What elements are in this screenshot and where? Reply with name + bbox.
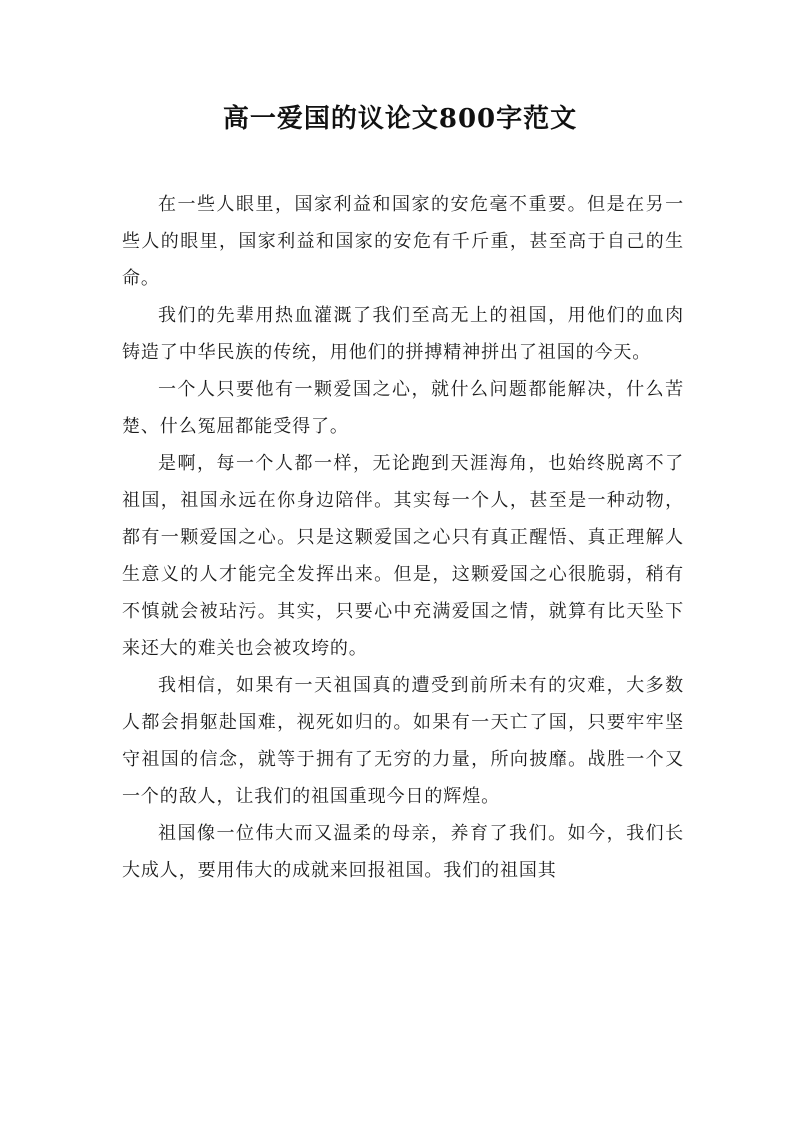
paragraph: 在一些人眼里，国家利益和国家的安危毫不重要。但是在另一些人的眼里，国家利益和国家的安危有千斤重，甚至高于自己的生命。 [122,194,684,289]
document-body [122,186,684,889]
paragraph: 我们的先辈用热血灌溉了我们至高无上的祖国，用他们的血肉铸造了中华民族的传统，用他们的拼搏精神拼出了祖国的今天。 [122,305,684,363]
paragraph: 我相信，如果有一天祖国真的遭受到前所未有的灾难，大多数人都会捐躯赴国难，视死如归的。如果有一天亡了国，只要牢牢坚守祖国的信念，就等于拥有了无穷的力量，所向披靡。战胜一个又一个的敌人，让我们的祖国重现今日的辉煌。 [122,675,684,807]
paragraph: 是啊，每一个人都一样，无论跑到天涯海角，也始终脱离不了祖国，祖国永远在你身边陪伴。其实每一个人，甚至是一种动物，都有一颗爱国之心。只是这颗爱国之心只有真正醒悟、真正理解人生意义的人才能完全发挥出来。但是，这颗爱国之心很脆弱，稍有不慎就会被玷污。其实，只要心中充满爱国之情，就算有比天坠下来还大的难关也会被攻垮的。 [122,453,684,659]
paragraph: 祖国像一位伟大而又温柔的母亲，养育了我们。如今，我们长大成人，要用伟大的成就来回报祖国。我们的祖国其 [122,823,684,881]
document-title: 高一爱国的议论文800字范文 [222,104,578,134]
paragraph: 一个人只要他有一颗爱国之心，就什么问题都能解决，什么苦楚、什么冤屈都能受得了。 [122,379,684,437]
